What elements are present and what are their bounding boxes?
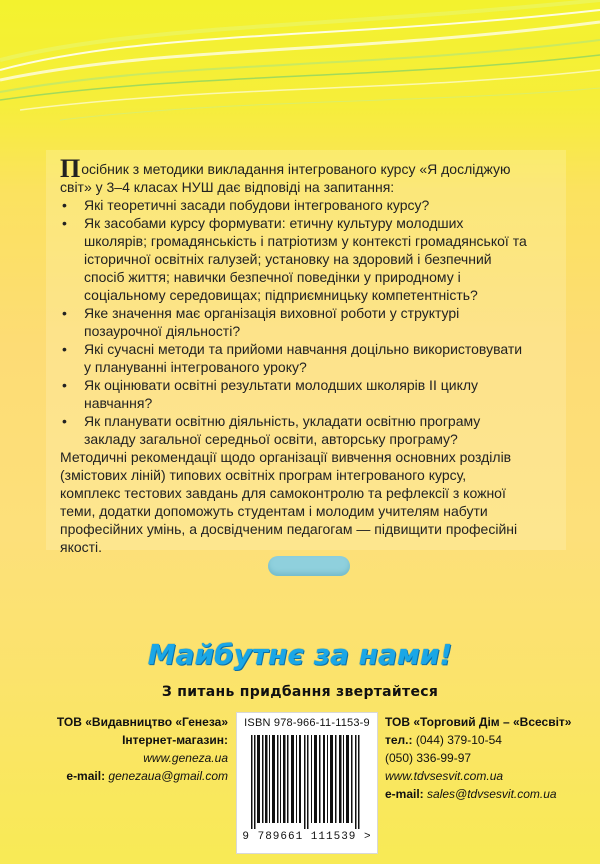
list-item: • Як засобами курсу формувати: етичну культуру молодших школярів; громадянськість і патріотизм у контексті громадянської та історичної освітніх галузей; установку на здоровий і безпечний спосіб життя; навички безпечної поведінки у природному і соціальному середовищах; підприємницьку компетентність? xyxy=(62,215,527,303)
outro-paragraph: Методичні рекомендації щодо організації вивчення основних розділів (змістових ліній) типових освітніх програм інтегрованого курсу, комплекс тестових завдань для самоконтролю та рефлексії з кожної теми, додатки допоможуть студентам і молодим учителям набути професійних умінь, а досвідченим педагогам — підвищити професійні якості. xyxy=(60,449,518,555)
description-block xyxy=(60,154,530,556)
publisher-left-name: ТОВ «Видавництво «Генеза» xyxy=(56,715,228,729)
slogan: Майбутнє за нами! xyxy=(147,638,453,671)
barcode-box xyxy=(236,712,378,854)
phone-1[interactable]: (044) 379-10-54 xyxy=(415,733,502,747)
questions-list xyxy=(60,196,530,448)
email-label: e-mail: xyxy=(66,769,106,783)
list-item: • Які сучасні методи та прийоми навчання доцільно використовувати у плануванні інтегрованого уроку? xyxy=(62,341,523,375)
publisher-left xyxy=(40,713,228,785)
publisher-right xyxy=(385,713,585,803)
tel-label: тел.: xyxy=(385,733,413,747)
phone-row-1 xyxy=(385,731,585,749)
bullet-icon: • xyxy=(62,377,67,393)
publisher-left-site[interactable]: www.geneza.ua xyxy=(143,751,228,765)
contact-heading: З питань придбання звертайтеся xyxy=(161,684,439,700)
list-item: • Які теоретичні засади побудови інтегрованого курсу? xyxy=(62,197,430,213)
list-item: • Як планувати освітню діяльність, укладати освітню програму закладу загальної середньої освіти, авторську програму? xyxy=(62,413,481,447)
publisher-left-email[interactable]: genezaua@gmail.com xyxy=(108,769,228,783)
list-item: • Як оцінювати освітні результати молодших школярів II циклу навчання? xyxy=(62,377,479,411)
bullet-icon: • xyxy=(62,413,67,429)
intro-paragraph xyxy=(60,154,530,196)
shop-label: Інтернет-магазин: xyxy=(122,733,228,747)
phone-2[interactable]: (050) 336-99-97 xyxy=(385,751,472,765)
barcode-icon xyxy=(247,735,367,829)
decorative-pill xyxy=(268,556,350,576)
email-label: e-mail: xyxy=(385,787,424,801)
list-item: • Яке значення має організація виховної роботи у структурі позаурочної діяльності? xyxy=(62,305,460,339)
bullet-icon: • xyxy=(62,215,67,231)
bullet-icon: • xyxy=(62,305,67,321)
bullet-icon: • xyxy=(62,341,67,357)
isbn: ISBN 978-966-11-1153-9 xyxy=(244,717,370,729)
publisher-right-site[interactable]: www.tdvsesvit.com.ua xyxy=(385,769,504,783)
publisher-right-email[interactable]: sales@tdvsesvit.com.ua xyxy=(427,787,557,801)
barcode-digits: 9 789661 111539 > xyxy=(242,831,372,843)
bullet-icon: • xyxy=(62,197,67,213)
publisher-right-email-row xyxy=(385,785,585,803)
publisher-left-email-row xyxy=(40,767,228,785)
dropcap: П xyxy=(60,154,81,183)
intro-text: осібник з методики викладання інтегрованого курсу «Я досліджую світ» у 3–4 класах НУШ дає відповіді на запитання: xyxy=(60,161,511,195)
publisher-right-name: ТОВ «Торговий Дім – «Всесвіт» xyxy=(385,715,572,729)
decorative-swoosh xyxy=(0,0,600,170)
